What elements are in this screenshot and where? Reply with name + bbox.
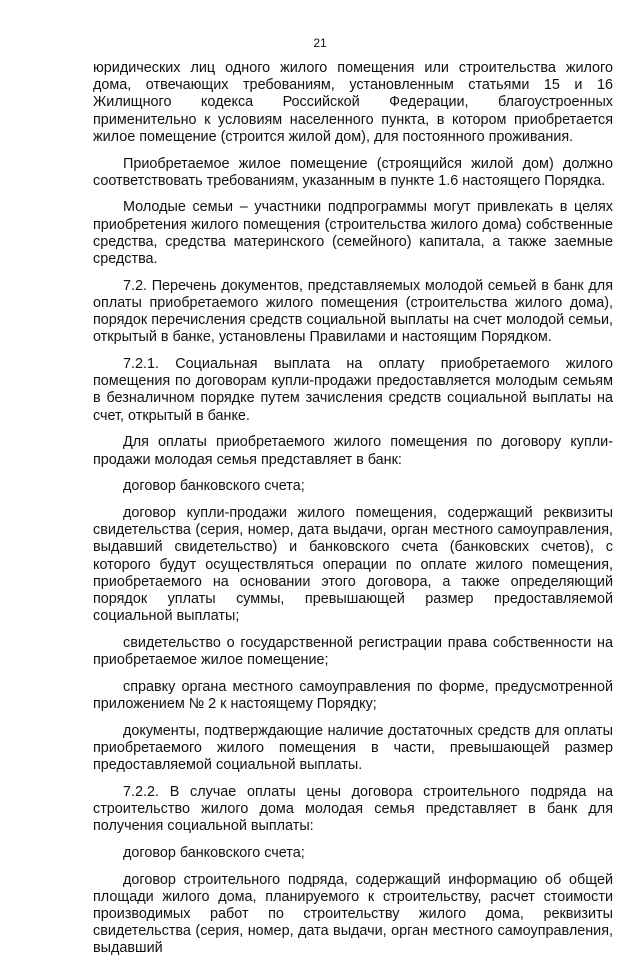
document-body bbox=[93, 60, 613, 958]
list-item-sufficient-funds-documents: документы, подтверждающие наличие достаточных средств для оплаты приобретаемого жилого помещения в части, превышающей размер предоставляемой социальной выплаты. bbox=[93, 722, 613, 774]
list-item-sale-contract: договор купли-продажи жилого помещения, содержащий реквизиты свидетельства (серия, номер, дата выдачи, орган местного самоуправления, выдавший свидетельство) и банковского счета (банковских счетов), с которого будут осуществляться операции по оплате жилого помещения, приобретаемого на основании этого договора, а также определяющий порядок уплаты суммы, превышающей размер предоставляемой социальной выплаты; bbox=[93, 504, 613, 625]
list-item-construction-contract: договор строительного подряда, содержащий информацию об общей площади жилого дома, планируемого к строительству, расчет стоимости производимых работ по строительству жилого дома, реквизиты свидетельства (серия, номер, дата выдачи, орган местного самоуправления, выдавший bbox=[93, 871, 613, 957]
page-number: 21 bbox=[313, 36, 327, 50]
paragraph-continuation: юридических лиц одного жилого помещения или строительства жилого дома, отвечающих требованиям, установленным статьями 15 и 16 Жилищного кодекса Российской Федерации, благоустроенных применительно к условиям населенного пункта, в котором приобретается жилое помещение (строится жилой дом), для постоянного проживания. bbox=[93, 60, 613, 145]
list-item-bank-account-contract-2: договор банковского счета; bbox=[123, 844, 305, 861]
paragraph-7-2-1: 7.2.1. Социальная выплата на оплату приобретаемого жилого помещения по договорам купли-продажи предоставляется молодым семьям в безналичном порядке путем зачисления средств социальной выплаты на счет, открытый в банке. bbox=[93, 356, 613, 424]
paragraph-funding-sources: Молодые семьи – участники подпрограммы могут привлекать в целях приобретения жилого помещения (строительства жилого дома) собственные средства, средства материнского (семейного) капитала, а также заемные средства. bbox=[93, 199, 613, 268]
list-item-municipal-certificate: справку органа местного самоуправления по форме, предусмотренной приложением № 2 к настоящему Порядку; bbox=[93, 678, 613, 712]
list-item-bank-account-contract: договор банковского счета; bbox=[123, 478, 305, 495]
paragraph-housing-requirements: Приобретаемое жилое помещение (строящийся жилой дом) должно соответствовать требованиям, указанным в пункте 1.6 настоящего Порядка. bbox=[93, 155, 613, 189]
paragraph-7-2-2: 7.2.2. В случае оплаты цены договора строительного подряда на строительство жилого дома молодая семья представляет в банк для получения социальной выплаты: bbox=[93, 783, 613, 835]
paragraph-purchase-documents-intro: Для оплаты приобретаемого жилого помещения по договору купли-продажи молодая семья представляет в банк: bbox=[93, 434, 613, 468]
list-item-ownership-certificate: свидетельство о государственной регистрации права собственности на приобретаемое жилое помещение; bbox=[93, 634, 613, 669]
paragraph-7-2: 7.2. Перечень документов, представляемых молодой семьей в банк для оплаты приобретаемого жилого помещения (строительства жилого дома), порядок перечисления средств социальной выплаты на счет молодой семьи, открытый в банке, установлены Правилами и настоящим Порядком. bbox=[93, 277, 613, 346]
